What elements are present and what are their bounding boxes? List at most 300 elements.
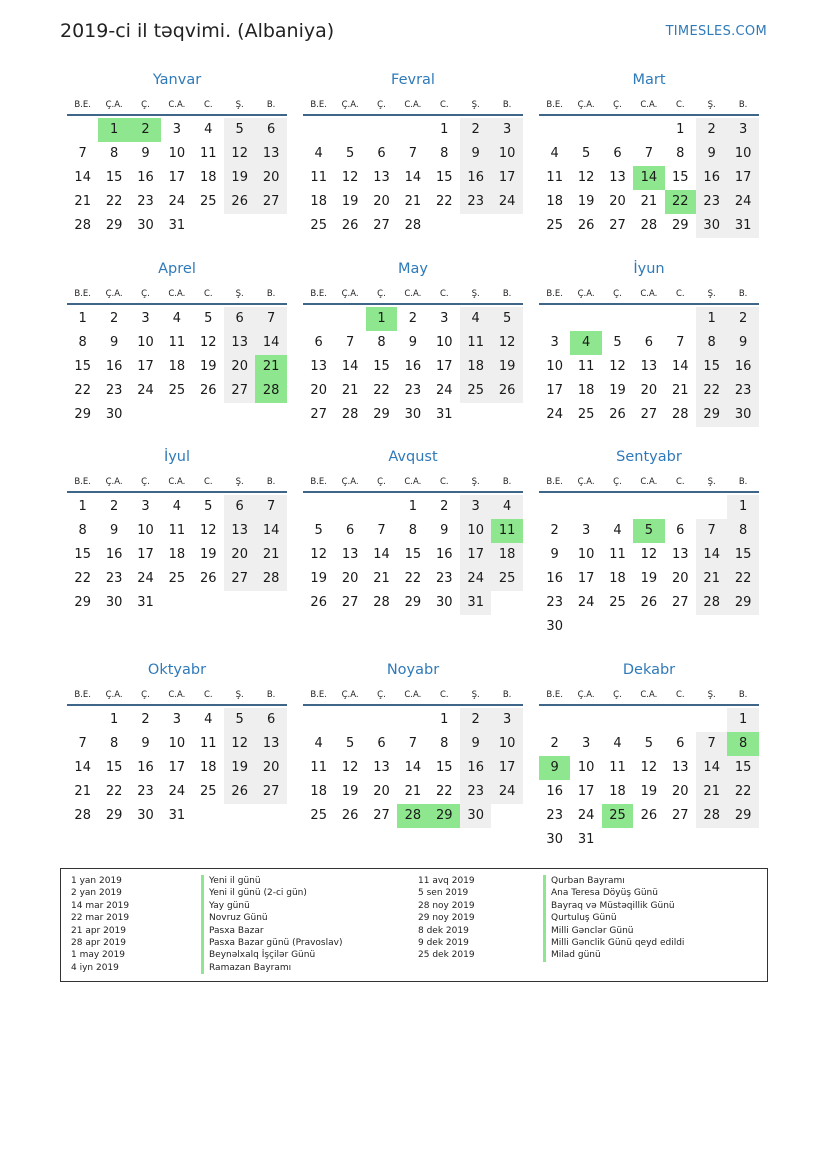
day-cell: 12 (577, 170, 595, 185)
weekday-label: Ş. (707, 100, 716, 110)
holiday-day-cell: 4 (570, 331, 601, 355)
day-cell: 2 (550, 523, 559, 538)
day-cell: 2 (460, 708, 491, 732)
weekday-label: B. (738, 690, 748, 700)
day-cell: 7 (644, 146, 654, 161)
day-cell: 13 (640, 359, 658, 374)
day-cell: 12 (200, 335, 217, 350)
day-cell: 7 (408, 736, 418, 751)
day-cell: 11 (200, 736, 217, 751)
day-cell: 14 (672, 359, 689, 374)
day-cell: 3 (141, 311, 150, 326)
day-cell: 25 (460, 379, 491, 403)
day-cell: 3 (440, 311, 449, 326)
day-cell: 17 (491, 166, 522, 190)
weekday-label: C. (203, 289, 213, 299)
weekday-label: B.E. (546, 477, 563, 487)
day-cell: 30 (546, 832, 563, 847)
legend-date: 29 noy 2019 (418, 913, 475, 924)
day-cell: 29 (727, 591, 758, 615)
legend-holiday-name: Pasxa Bazar günü (Pravoslav) (201, 937, 342, 949)
day-cell: 31 (460, 591, 491, 615)
day-cell: 16 (546, 784, 563, 799)
day-cell: 9 (727, 331, 758, 355)
weekday-header (67, 100, 287, 116)
day-cell: 21 (373, 571, 390, 586)
weekday-label: B.E. (74, 100, 91, 110)
day-cell: 8 (727, 519, 758, 543)
day-cell: 19 (609, 383, 626, 398)
day-cell: 19 (224, 166, 255, 190)
day-cell: 28 (696, 591, 727, 615)
day-cell: 15 (105, 170, 123, 185)
weekday-label: Ç. (141, 100, 150, 110)
day-cell: 27 (373, 218, 390, 233)
day-cell: 18 (168, 359, 186, 374)
day-cell: 25 (200, 194, 217, 209)
day-cell: 12 (224, 732, 255, 756)
day-cell: 16 (137, 170, 154, 185)
day-cell: 20 (373, 194, 390, 209)
day-cell: 28 (373, 595, 390, 610)
day-cell: 27 (672, 808, 689, 823)
day-cell: 13 (224, 331, 255, 355)
day-cell: 9 (141, 736, 150, 751)
day-cell: 6 (676, 736, 685, 751)
legend-holiday-name: Milli Gənclik Günü qeyd edildi (543, 937, 684, 949)
day-cell: 7 (377, 523, 386, 538)
weekday-label: C.A. (168, 100, 186, 110)
month-name: İyun (633, 261, 665, 277)
day-cell: 27 (609, 218, 626, 233)
weekday-header (303, 477, 523, 493)
day-cell: 7 (78, 146, 87, 161)
day-cell: 9 (109, 523, 119, 538)
day-cell: 9 (460, 732, 491, 756)
day-cell: 20 (255, 166, 286, 190)
day-cell: 3 (581, 736, 591, 751)
day-cell: 30 (105, 595, 123, 610)
day-cell: 3 (172, 122, 182, 137)
weekday-label: Ş. (471, 690, 480, 700)
day-cell: 16 (696, 166, 727, 190)
weekday-header (67, 289, 287, 305)
weekday-label: B. (266, 477, 276, 487)
day-cell: 14 (404, 170, 422, 185)
day-cell: 29 (404, 595, 422, 610)
weekday-label: C. (675, 289, 685, 299)
day-cell: 14 (255, 519, 286, 543)
day-cell: 18 (310, 194, 327, 209)
day-cell: 5 (613, 335, 622, 350)
day-cell: 2 (727, 307, 758, 331)
day-cell: 24 (491, 190, 522, 214)
weekday-label: C. (439, 477, 449, 487)
weekday-header (67, 477, 287, 493)
day-cell: 9 (408, 335, 418, 350)
day-cell: 1 (676, 122, 685, 137)
weekday-label: C.A. (640, 100, 658, 110)
day-cell: 5 (204, 499, 213, 514)
day-cell: 23 (137, 194, 154, 209)
day-cell: 6 (255, 118, 286, 142)
day-cell: 10 (577, 547, 595, 562)
day-cell: 24 (137, 383, 154, 398)
day-cell: 13 (224, 519, 255, 543)
day-cell: 26 (640, 595, 658, 610)
brand-link[interactable]: TIMESLES.COM (665, 24, 767, 39)
weekday-label: C.A. (404, 100, 422, 110)
day-cell: 8 (78, 523, 87, 538)
day-cell: 14 (696, 756, 727, 780)
day-cell: 19 (200, 547, 217, 562)
legend-holiday-name: Beynəlxalq İşçilər Günü (201, 949, 342, 961)
day-cell: 11 (168, 335, 186, 350)
day-cell: 8 (109, 146, 119, 161)
day-cell: 12 (341, 760, 359, 775)
day-cell: 22 (696, 379, 727, 403)
day-cell: 16 (460, 756, 491, 780)
day-cell: 16 (105, 359, 123, 374)
day-cell: 18 (168, 547, 186, 562)
day-cell: 30 (546, 619, 563, 634)
day-cell: 20 (255, 756, 286, 780)
day-cell: 20 (672, 784, 689, 799)
weekday-label: B.E. (74, 289, 91, 299)
weekday-label: Ç.A. (577, 690, 595, 700)
day-cell: 25 (168, 571, 186, 586)
day-cell: 27 (373, 808, 390, 823)
legend-left-dates (71, 875, 129, 974)
weekday-label: B.E. (546, 690, 563, 700)
weekday-label: C.A. (404, 690, 422, 700)
day-cell: 12 (200, 523, 217, 538)
day-cell: 11 (200, 146, 217, 161)
day-cell: 10 (460, 519, 491, 543)
legend-date: 21 apr 2019 (71, 925, 127, 936)
weekday-label: B.E. (310, 477, 327, 487)
legend-holiday-name: Qurtuluş Günü (543, 912, 684, 924)
day-cell: 25 (609, 595, 626, 610)
day-cell: 9 (460, 142, 491, 166)
day-cell: 16 (404, 359, 422, 374)
legend-date: 5 sen 2019 (418, 888, 469, 899)
day-cell: 27 (341, 595, 359, 610)
day-cell: 11 (609, 760, 626, 775)
day-cell: 1 (109, 712, 119, 727)
day-cell: 29 (727, 804, 758, 828)
weekday-label: Ç.A. (105, 289, 123, 299)
month-name: Aprel (158, 261, 196, 277)
day-cell: 25 (168, 383, 186, 398)
legend-holiday-name: Yay günü (201, 900, 342, 912)
weekday-label: Ş. (235, 100, 244, 110)
day-cell: 22 (404, 571, 422, 586)
legend-holiday-name: Yeni il günü (201, 875, 342, 887)
day-cell: 17 (168, 760, 186, 775)
day-cell: 10 (491, 142, 522, 166)
day-cell: 26 (200, 383, 217, 398)
day-cell: 3 (581, 523, 591, 538)
day-cell: 14 (74, 170, 91, 185)
day-cell: 8 (440, 146, 449, 161)
day-cell: 24 (577, 808, 595, 823)
holiday-day-cell: 1 (366, 307, 397, 331)
weekday-label: C.A. (168, 289, 186, 299)
legend-holiday-name: Pasxa Bazar (201, 925, 342, 937)
day-cell: 5 (644, 736, 654, 751)
day-cell: 18 (460, 355, 491, 379)
weekday-label: B.E. (546, 289, 563, 299)
day-cell: 27 (672, 595, 689, 610)
day-cell: 30 (460, 804, 491, 828)
day-cell: 28 (74, 808, 91, 823)
day-cell: 1 (440, 122, 449, 137)
day-cell: 25 (200, 784, 217, 799)
day-cell: 25 (310, 808, 327, 823)
day-cell: 6 (345, 523, 355, 538)
month-name: Oktyabr (147, 662, 207, 678)
day-cell: 31 (168, 218, 186, 233)
legend-holiday-name: Ramazan Bayramı (201, 962, 342, 974)
day-cell: 31 (168, 808, 186, 823)
day-cell: 13 (672, 547, 689, 562)
day-cell: 30 (137, 218, 154, 233)
day-cell: 13 (310, 359, 327, 374)
day-cell: 25 (310, 218, 327, 233)
holiday-day-cell: 8 (727, 732, 758, 756)
day-cell: 15 (404, 547, 422, 562)
day-cell: 14 (341, 359, 359, 374)
weekday-label: Ç.A. (105, 100, 123, 110)
day-cell: 23 (727, 379, 758, 403)
day-cell: 4 (172, 311, 182, 326)
weekday-label: C.A. (640, 289, 658, 299)
day-cell: 6 (224, 307, 255, 331)
weekday-label: Ç.A. (105, 690, 123, 700)
day-cell: 9 (141, 146, 150, 161)
day-cell: 29 (74, 595, 91, 610)
day-cell: 19 (224, 756, 255, 780)
weekday-label: Ş. (471, 289, 480, 299)
legend-date: 11 avq 2019 (418, 876, 475, 886)
day-cell: 27 (224, 567, 255, 591)
day-cell: 15 (436, 170, 453, 185)
day-cell: 18 (609, 571, 626, 586)
weekday-header (67, 690, 287, 706)
day-cell: 13 (255, 732, 286, 756)
day-cell: 30 (696, 214, 727, 238)
day-cell: 10 (577, 760, 595, 775)
weekday-label: B.E. (310, 690, 327, 700)
day-cell: 19 (310, 571, 327, 586)
weekday-label: B. (738, 477, 748, 487)
weekday-label: C. (203, 477, 213, 487)
legend-date: 14 mar 2019 (71, 900, 130, 911)
day-cell: 6 (676, 523, 685, 538)
weekday-label: Ş. (235, 690, 244, 700)
day-cell: 21 (404, 784, 422, 799)
day-cell: 18 (200, 760, 217, 775)
day-cell: 5 (345, 146, 355, 161)
day-cell: 23 (460, 780, 491, 804)
weekday-label: Ç. (141, 289, 150, 299)
day-cell: 29 (373, 407, 390, 422)
day-cell: 4 (204, 122, 213, 137)
day-cell: 20 (672, 571, 689, 586)
day-cell: 10 (137, 523, 154, 538)
day-cell: 18 (200, 170, 217, 185)
legend-date: 4 iyn 2019 (71, 962, 119, 973)
legend-date: 1 may 2019 (71, 950, 125, 961)
day-cell: 17 (577, 784, 595, 799)
day-cell: 24 (546, 407, 563, 422)
day-cell: 7 (255, 307, 286, 331)
day-cell: 27 (310, 407, 327, 422)
day-cell: 11 (546, 170, 563, 185)
day-cell: 12 (310, 547, 327, 562)
day-cell: 13 (373, 760, 390, 775)
day-cell: 3 (550, 335, 559, 350)
day-cell: 13 (255, 142, 286, 166)
day-cell: 14 (373, 547, 390, 562)
day-cell: 14 (74, 760, 91, 775)
day-cell: 14 (696, 543, 727, 567)
day-cell: 5 (224, 118, 255, 142)
legend-date: 1 yan 2019 (71, 876, 122, 886)
day-cell: 7 (696, 732, 727, 756)
weekday-label: B. (502, 477, 512, 487)
day-cell: 10 (491, 732, 522, 756)
day-cell: 23 (546, 595, 563, 610)
day-cell: 24 (491, 780, 522, 804)
day-cell: 13 (672, 760, 689, 775)
day-cell: 17 (546, 383, 563, 398)
weekday-label: Ç.A. (341, 477, 359, 487)
day-cell: 29 (672, 218, 689, 233)
day-cell: 17 (577, 571, 595, 586)
day-cell: 30 (137, 808, 154, 823)
day-cell: 15 (74, 547, 91, 562)
weekday-label: Ç.A. (577, 100, 595, 110)
weekday-label: C. (675, 100, 685, 110)
weekday-label: B.E. (310, 289, 327, 299)
day-cell: 8 (676, 146, 685, 161)
day-cell: 11 (609, 547, 626, 562)
weekday-label: Ş. (707, 289, 716, 299)
day-cell: 31 (577, 832, 595, 847)
day-cell: 18 (609, 784, 626, 799)
month-name: May (398, 261, 428, 277)
weekday-label: B. (738, 289, 748, 299)
month-name: Dekabr (622, 662, 676, 678)
legend-date: 8 dek 2019 (418, 925, 469, 936)
day-cell: 21 (696, 780, 727, 804)
day-cell: 4 (550, 146, 559, 161)
day-cell: 19 (640, 571, 658, 586)
day-cell: 20 (609, 194, 626, 209)
legend-left-names (201, 875, 342, 974)
weekday-label: Ş. (471, 100, 480, 110)
day-cell: 16 (436, 547, 453, 562)
day-cell: 12 (640, 760, 658, 775)
holiday-day-cell: 22 (665, 190, 696, 214)
day-cell: 23 (436, 571, 453, 586)
day-cell: 12 (640, 547, 658, 562)
month-name: Mart (632, 72, 666, 88)
day-cell: 29 (105, 808, 123, 823)
day-cell: 28 (672, 407, 689, 422)
weekday-label: B. (738, 100, 748, 110)
day-cell: 9 (550, 547, 559, 562)
day-cell: 24 (137, 571, 154, 586)
day-cell: 27 (640, 407, 658, 422)
weekday-label: Ç. (377, 690, 386, 700)
day-cell: 26 (224, 780, 255, 804)
day-cell: 3 (141, 499, 150, 514)
month-name: Noyabr (386, 662, 440, 678)
day-cell: 12 (224, 142, 255, 166)
weekday-label: B. (502, 289, 512, 299)
day-cell: 18 (546, 194, 563, 209)
holiday-day-cell: 14 (633, 166, 664, 190)
day-cell: 13 (341, 547, 359, 562)
weekday-label: B. (266, 100, 276, 110)
day-cell: 5 (345, 736, 355, 751)
weekday-header (539, 477, 759, 493)
day-cell: 31 (727, 214, 758, 238)
day-cell: 1 (696, 307, 727, 331)
weekday-label: Ş. (235, 477, 244, 487)
weekday-label: C.A. (640, 477, 658, 487)
weekday-header (303, 100, 523, 116)
day-cell: 23 (460, 190, 491, 214)
day-cell: 15 (436, 760, 453, 775)
weekday-label: Ş. (235, 289, 244, 299)
day-cell: 21 (341, 383, 359, 398)
day-cell: 19 (640, 784, 658, 799)
day-cell: 3 (491, 708, 522, 732)
weekday-label: C. (675, 477, 685, 487)
day-cell: 6 (224, 495, 255, 519)
day-cell: 28 (640, 218, 658, 233)
weekday-label: B. (266, 289, 276, 299)
day-cell: 23 (105, 571, 123, 586)
day-cell: 23 (404, 383, 422, 398)
month-name: Yanvar (152, 72, 202, 88)
page-title: 2019-ci il təqvimi. (Albaniya) (60, 20, 335, 42)
day-cell: 6 (314, 335, 323, 350)
legend-date: 25 dek 2019 (418, 950, 475, 961)
day-cell: 17 (460, 543, 491, 567)
day-cell: 24 (577, 595, 595, 610)
day-cell: 1 (727, 495, 758, 519)
weekday-header (539, 289, 759, 305)
weekday-label: Ç.A. (341, 690, 359, 700)
weekday-label: B. (266, 690, 276, 700)
day-cell: 8 (440, 736, 449, 751)
day-cell: 23 (105, 383, 123, 398)
day-cell: 7 (408, 146, 418, 161)
legend-right-dates (418, 875, 475, 962)
day-cell: 8 (109, 736, 119, 751)
day-cell: 26 (609, 407, 626, 422)
weekday-label: Ç. (141, 477, 150, 487)
day-cell: 24 (168, 194, 186, 209)
day-cell: 22 (436, 194, 453, 209)
day-cell: 25 (491, 567, 522, 591)
day-cell: 9 (109, 335, 119, 350)
